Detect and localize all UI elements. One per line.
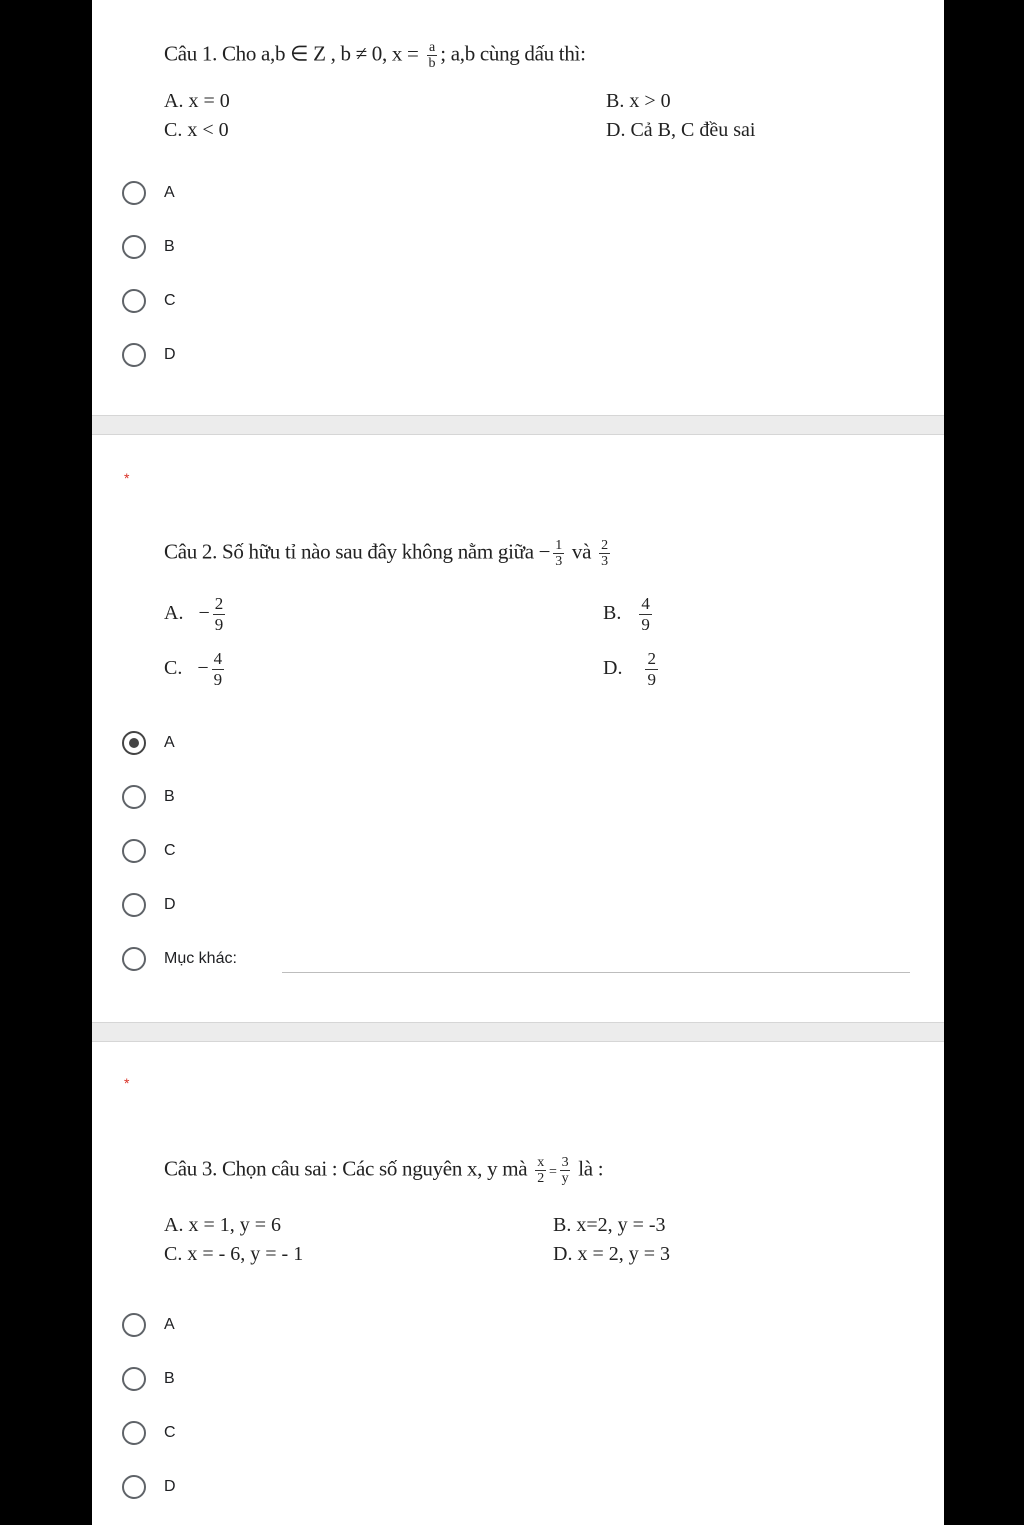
- q2-choice-a[interactable]: [122, 728, 175, 758]
- section-separator: [92, 1022, 944, 1042]
- question-3-suffix: là :: [573, 1156, 604, 1181]
- form-page: [92, 0, 944, 1525]
- question-1-suffix: ; a,b cùng dấu thì:: [440, 41, 586, 66]
- fraction: [639, 594, 652, 635]
- fraction-denominator: b: [428, 56, 436, 71]
- question-2-text: [164, 538, 613, 569]
- radio-button[interactable]: [122, 785, 146, 809]
- radio-button[interactable]: [122, 1421, 146, 1445]
- required-marker: *: [124, 1075, 130, 1091]
- minus-sign: −: [197, 657, 209, 680]
- radio-button[interactable]: [122, 1313, 146, 1337]
- q2-option-c: [164, 649, 227, 690]
- choice-label: A: [164, 184, 175, 201]
- choice-label: B: [164, 238, 175, 255]
- choice-label: C: [164, 292, 176, 309]
- choice-label: B: [164, 788, 175, 805]
- question-2-and: và: [566, 539, 597, 564]
- q3-choice-c[interactable]: [122, 1418, 176, 1448]
- fraction-x-2: [535, 1155, 546, 1186]
- fraction: [212, 649, 225, 690]
- q2-option-d: [603, 649, 661, 690]
- fraction-1-3: [553, 538, 564, 569]
- other-option-label: Mục khác:: [164, 950, 237, 967]
- q3-option-d: D. x = 2, y = 3: [553, 1243, 671, 1265]
- required-marker: *: [124, 470, 130, 486]
- q3-choice-d[interactable]: [122, 1472, 176, 1502]
- radio-button[interactable]: [122, 839, 146, 863]
- option-letter: B.: [603, 602, 622, 625]
- q1-choice-b[interactable]: [122, 232, 175, 262]
- section-separator: [92, 415, 944, 435]
- q3-choice-b[interactable]: [122, 1364, 175, 1394]
- radio-button[interactable]: [122, 1475, 146, 1499]
- fraction: [645, 649, 658, 690]
- choice-label: D: [164, 896, 176, 913]
- choice-label: B: [164, 1370, 175, 1387]
- fraction-numerator: 1: [555, 538, 562, 553]
- choice-label: C: [164, 1424, 176, 1441]
- fraction-denominator: 9: [214, 615, 224, 634]
- fraction-denominator: y: [561, 1171, 569, 1186]
- option-letter: D.: [603, 657, 623, 680]
- question-3-prefix: Câu 3. Chọn câu sai : Các số nguyên x, y mà: [164, 1156, 533, 1181]
- fraction-2-3: [599, 538, 610, 569]
- option-letter: A.: [164, 602, 184, 625]
- choice-label: C: [164, 842, 176, 859]
- q1-choice-a[interactable]: [122, 178, 175, 208]
- fraction-denominator: 2: [537, 1171, 544, 1186]
- q1-option-c: C. x < 0: [164, 119, 229, 141]
- equals-sign: =: [548, 1164, 557, 1180]
- radio-button[interactable]: [122, 893, 146, 917]
- question-1-prefix: Câu 1. Cho a,b ∈ Z , b ≠ 0, x =: [164, 41, 424, 66]
- fraction-denominator: 9: [213, 670, 223, 689]
- q1-option-d: D. Cả B, C đều sai: [606, 119, 756, 141]
- radio-button-selected[interactable]: [122, 731, 146, 755]
- minus-sign: −: [198, 602, 210, 625]
- fraction-numerator: x: [537, 1155, 544, 1170]
- q1-choice-c[interactable]: [122, 286, 176, 316]
- fraction-numerator: 2: [214, 594, 224, 613]
- fraction-numerator: 4: [213, 649, 223, 668]
- radio-button[interactable]: [122, 1367, 146, 1391]
- q3-option-c: C. x = - 6, y = - 1: [164, 1243, 304, 1265]
- q3-option-a: A. x = 1, y = 6: [164, 1214, 282, 1236]
- q2-choice-b[interactable]: [122, 782, 175, 812]
- radio-button[interactable]: [122, 947, 146, 971]
- choice-label: D: [164, 1478, 176, 1495]
- q1-choice-d[interactable]: [122, 340, 176, 370]
- fraction-numerator: 4: [641, 594, 650, 613]
- q3-option-b: B. x=2, y = -3: [553, 1214, 666, 1236]
- fraction: [213, 594, 226, 635]
- fraction-numerator: 2: [601, 538, 608, 553]
- radio-button[interactable]: [122, 289, 146, 313]
- fraction-denominator: 3: [601, 554, 608, 569]
- question-2-prefix: Câu 2. Số hữu tỉ nào sau đây không nằm giữa −: [164, 539, 551, 564]
- q2-option-a: [164, 594, 228, 635]
- fraction-a-over-b: [427, 40, 438, 71]
- other-answer-input[interactable]: [282, 972, 910, 973]
- fraction-numerator: 3: [561, 1155, 569, 1170]
- option-letter: C.: [164, 657, 183, 680]
- question-1-text: [164, 40, 586, 71]
- radio-button[interactable]: [122, 343, 146, 367]
- q1-option-a: A. x = 0: [164, 90, 230, 112]
- q2-choice-d[interactable]: [122, 890, 176, 920]
- fraction-3-y: [560, 1155, 571, 1186]
- radio-button[interactable]: [122, 235, 146, 259]
- q2-choice-other[interactable]: [122, 944, 237, 974]
- fraction-numerator: a: [428, 40, 435, 55]
- radio-button[interactable]: [122, 181, 146, 205]
- fraction-denominator: 9: [647, 670, 656, 689]
- question-3-text: [164, 1155, 603, 1186]
- choice-label: D: [164, 346, 176, 363]
- fraction-denominator: 9: [641, 615, 650, 634]
- q1-option-b: B. x > 0: [606, 90, 671, 112]
- choice-label: A: [164, 734, 175, 751]
- choice-label: A: [164, 1316, 175, 1333]
- q2-choice-c[interactable]: [122, 836, 176, 866]
- q3-choice-a[interactable]: [122, 1310, 175, 1340]
- fraction-denominator: 3: [555, 554, 562, 569]
- fraction-numerator: 2: [647, 649, 656, 668]
- q2-option-b: [603, 594, 655, 635]
